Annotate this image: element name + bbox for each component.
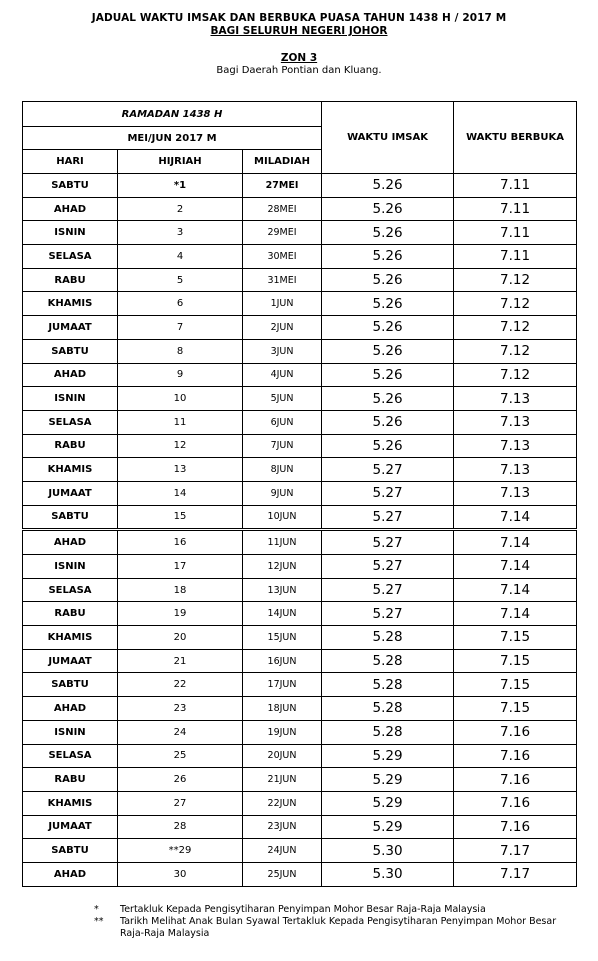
imsak-cell: 5.30 [322,862,454,886]
imsak-cell: 5.28 [322,720,454,744]
imsak-cell: 5.28 [322,673,454,697]
miladiah-cell: 16JUN [243,649,322,673]
table-row [23,316,577,340]
day-cell: SELASA [23,578,118,602]
berbuka-cell: 7.11 [454,245,577,269]
hijriah-cell: 20 [118,626,243,650]
miladiah-cell: 23JUN [243,815,322,839]
hijriah-cell: 11 [118,410,243,434]
berbuka-cell: 7.16 [454,720,577,744]
table-row [23,174,577,198]
imsak-cell: 5.26 [322,363,454,387]
miladiah-cell: 21JUN [243,768,322,792]
table-row [23,649,577,673]
hijriah-cell: 2 [118,197,243,221]
berbuka-cell: 7.12 [454,292,577,316]
imsak-cell: 5.29 [322,815,454,839]
hijriah-cell: 12 [118,434,243,458]
day-cell: ISNIN [23,387,118,411]
imsak-cell: 5.26 [322,292,454,316]
imsak-cell: 5.26 [322,221,454,245]
berbuka-cell: 7.13 [454,387,577,411]
miladiah-cell: 5JUN [243,387,322,411]
hijriah-cell: 8 [118,339,243,363]
miladiah-cell: 20JUN [243,744,322,768]
month-header: MEI/JUN 2017 M [23,127,322,150]
day-cell: ISNIN [23,555,118,579]
miladiah-cell: 11JUN [243,530,322,555]
berbuka-cell: 7.12 [454,363,577,387]
berbuka-cell: 7.13 [454,458,577,482]
imsak-cell: 5.27 [322,530,454,555]
table-row [23,268,577,292]
table-row [23,221,577,245]
hijriah-cell: 25 [118,744,243,768]
day-cell: SELASA [23,245,118,269]
day-cell: SABTU [23,505,118,530]
imsak-cell: 5.27 [322,458,454,482]
hijriah-cell: 17 [118,555,243,579]
miladiah-cell: 19JUN [243,720,322,744]
day-cell: JUMAAT [23,649,118,673]
hijriah-cell: 26 [118,768,243,792]
table-row [23,410,577,434]
day-cell: AHAD [23,697,118,721]
day-cell: RABU [23,768,118,792]
hijriah-cell: 19 [118,602,243,626]
imsak-cell: 5.27 [322,555,454,579]
hijriah-cell: 30 [118,862,243,886]
day-cell: AHAD [23,530,118,555]
miladiah-cell: 6JUN [243,410,322,434]
miladiah-cell: 12JUN [243,555,322,579]
table-row [23,197,577,221]
imsak-cell: 5.30 [322,839,454,863]
footnote-mark: * [94,904,99,915]
miladiah-cell: 9JUN [243,481,322,505]
imsak-cell: 5.29 [322,744,454,768]
hijriah-cell: 13 [118,458,243,482]
berbuka-cell: 7.11 [454,174,577,198]
hijriah-cell: 6 [118,292,243,316]
day-cell: KHAMIS [23,458,118,482]
imsak-cell: 5.26 [322,245,454,269]
berbuka-cell: 7.14 [454,530,577,555]
table-row [23,720,577,744]
document-subtitle: BAGI SELURUH NEGERI JOHOR [210,25,388,37]
footnote-text: Tarikh Melihat Anak Bulan Syawal Tertakluk Kepada Pengisytiharan Penyimpan Mohor Besar Raja-Raja Malaysia [120,916,557,939]
hijriah-cell: 28 [118,815,243,839]
hijriah-cell: 7 [118,316,243,340]
day-cell: SELASA [23,744,118,768]
day-cell: JUMAAT [23,815,118,839]
berbuka-cell: 7.15 [454,626,577,650]
footnote-mark: ** [94,916,104,927]
berbuka-cell: 7.16 [454,815,577,839]
imsak-cell: 5.26 [322,268,454,292]
day-cell: JUMAAT [23,316,118,340]
hijriah-cell: 3 [118,221,243,245]
day-cell: ISNIN [23,221,118,245]
miladiah-cell: 2JUN [243,316,322,340]
miladiah-cell: 13JUN [243,578,322,602]
day-cell: KHAMIS [23,791,118,815]
day-cell: AHAD [23,363,118,387]
table-row [23,458,577,482]
hijriah-cell: 14 [118,481,243,505]
miladiah-cell: 25JUN [243,862,322,886]
table-row [23,530,577,555]
imsak-cell: 5.27 [322,505,454,530]
footnotes [90,904,570,940]
hijriah-cell: 4 [118,245,243,269]
table-row [23,245,577,269]
imsak-cell: 5.29 [322,768,454,792]
imsak-cell: 5.27 [322,602,454,626]
hijriah-cell: *1 [118,174,243,198]
hijriah-cell: 24 [118,720,243,744]
berbuka-cell: 7.14 [454,555,577,579]
table-row [23,292,577,316]
miladiah-cell: 4JUN [243,363,322,387]
footnote [90,904,570,916]
berbuka-cell: 7.11 [454,221,577,245]
document-title: JADUAL WAKTU IMSAK DAN BERBUKA PUASA TAHUN 1438 H / 2017 M [91,12,507,24]
miladiah-header: MILADIAH [243,150,322,174]
day-cell: SABTU [23,673,118,697]
table-row [23,791,577,815]
hijriah-cell: 21 [118,649,243,673]
berbuka-cell: 7.13 [454,481,577,505]
day-cell: RABU [23,268,118,292]
table-row [23,505,577,530]
day-cell: RABU [23,434,118,458]
berbuka-cell: 7.16 [454,744,577,768]
imsak-cell: 5.29 [322,791,454,815]
day-cell: KHAMIS [23,292,118,316]
table-row [23,363,577,387]
imsak-cell: 5.26 [322,387,454,411]
berbuka-cell: 7.14 [454,578,577,602]
area-label: Bagi Daerah Pontian dan Kluang. [216,65,382,76]
miladiah-cell: 14JUN [243,602,322,626]
table-row [23,387,577,411]
day-cell: JUMAAT [23,481,118,505]
miladiah-cell: 30MEI [243,245,322,269]
imsak-cell: 5.26 [322,434,454,458]
hijriah-cell: 27 [118,791,243,815]
miladiah-cell: 10JUN [243,505,322,530]
berbuka-cell: 7.17 [454,862,577,886]
miladiah-cell: 22JUN [243,791,322,815]
hari-header: HARI [23,150,118,174]
berbuka-cell: 7.12 [454,339,577,363]
footnote-text: Tertakluk Kepada Pengisytiharan Penyimpan Mohor Besar Raja-Raja Malaysia [120,904,486,915]
imsak-cell: 5.28 [322,649,454,673]
berbuka-cell: 7.13 [454,410,577,434]
hijriah-cell: 10 [118,387,243,411]
table-row [23,815,577,839]
schedule-table [22,101,577,887]
table-row [23,744,577,768]
berbuka-cell: 7.16 [454,768,577,792]
miladiah-cell: 17JUN [243,673,322,697]
table-row [23,481,577,505]
table-row [23,839,577,863]
berbuka-header: WAKTU BERBUKA [454,102,577,174]
hijriah-cell: 16 [118,530,243,555]
imsak-cell: 5.26 [322,197,454,221]
day-cell: SABTU [23,839,118,863]
table-row [23,578,577,602]
miladiah-cell: 28MEI [243,197,322,221]
footnote [90,916,570,940]
berbuka-cell: 7.11 [454,197,577,221]
table-row [23,626,577,650]
imsak-cell: 5.27 [322,578,454,602]
day-cell: ISNIN [23,720,118,744]
day-cell: RABU [23,602,118,626]
miladiah-cell: 15JUN [243,626,322,650]
berbuka-cell: 7.14 [454,602,577,626]
day-cell: AHAD [23,197,118,221]
day-cell: SELASA [23,410,118,434]
hijriah-cell: **29 [118,839,243,863]
imsak-cell: 5.27 [322,481,454,505]
berbuka-cell: 7.15 [454,697,577,721]
day-cell: AHAD [23,862,118,886]
table-row [23,697,577,721]
imsak-cell: 5.26 [322,174,454,198]
miladiah-cell: 27MEI [243,174,322,198]
berbuka-cell: 7.12 [454,268,577,292]
imsak-cell: 5.26 [322,410,454,434]
berbuka-cell: 7.17 [454,839,577,863]
table-row [23,434,577,458]
hijriah-cell: 22 [118,673,243,697]
imsak-cell: 5.26 [322,316,454,340]
zone-label: ZON 3 [280,52,318,64]
imsak-cell: 5.28 [322,697,454,721]
berbuka-cell: 7.15 [454,673,577,697]
table-row [23,339,577,363]
berbuka-cell: 7.13 [454,434,577,458]
berbuka-cell: 7.12 [454,316,577,340]
miladiah-cell: 3JUN [243,339,322,363]
miladiah-cell: 7JUN [243,434,322,458]
hijriah-header: HIJRIAH [118,150,243,174]
day-cell: KHAMIS [23,626,118,650]
miladiah-cell: 29MEI [243,221,322,245]
imsak-cell: 5.26 [322,339,454,363]
hijriah-cell: 23 [118,697,243,721]
hijriah-cell: 9 [118,363,243,387]
hijriah-cell: 18 [118,578,243,602]
day-cell: SABTU [23,339,118,363]
imsak-cell: 5.28 [322,626,454,650]
berbuka-cell: 7.14 [454,505,577,530]
table-row [23,862,577,886]
hijriah-cell: 5 [118,268,243,292]
table-row [23,602,577,626]
miladiah-cell: 1JUN [243,292,322,316]
table-row [23,673,577,697]
imsak-header: WAKTU IMSAK [322,102,454,174]
table-row [23,555,577,579]
ramadan-header: RAMADAN 1438 H [23,102,322,127]
day-cell: SABTU [23,174,118,198]
miladiah-cell: 24JUN [243,839,322,863]
berbuka-cell: 7.16 [454,791,577,815]
hijriah-cell: 15 [118,505,243,530]
miladiah-cell: 18JUN [243,697,322,721]
miladiah-cell: 31MEI [243,268,322,292]
miladiah-cell: 8JUN [243,458,322,482]
berbuka-cell: 7.15 [454,649,577,673]
table-row [23,768,577,792]
